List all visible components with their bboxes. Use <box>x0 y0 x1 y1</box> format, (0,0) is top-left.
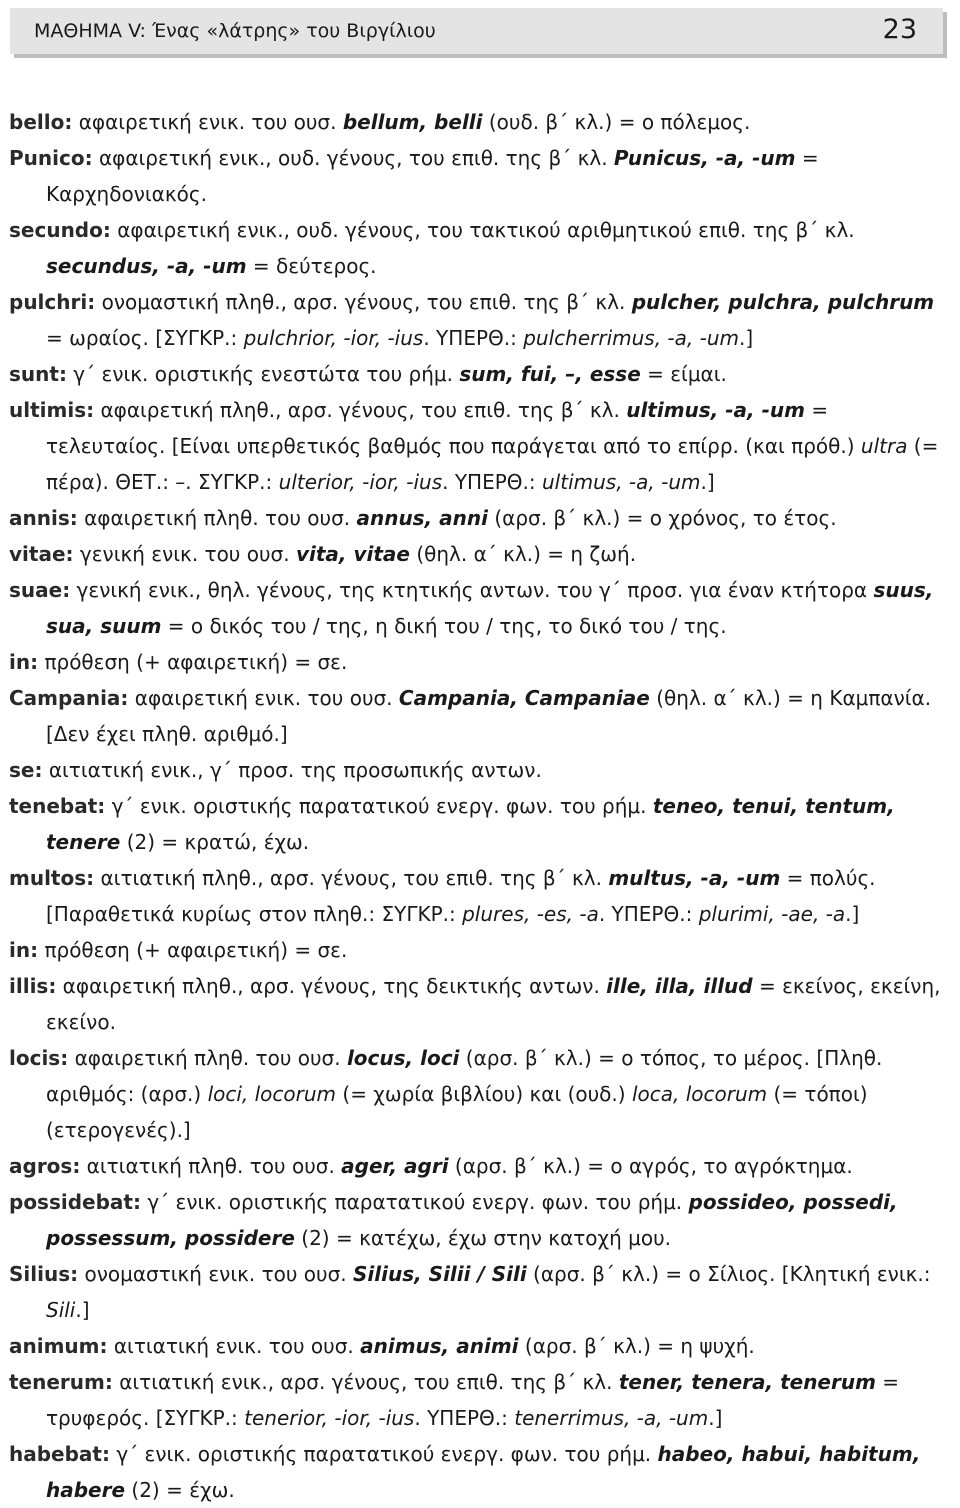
lemma-term: se: <box>9 758 43 782</box>
lemma-term: locis: <box>9 1046 69 1070</box>
lemma-term: tenebat: <box>9 794 106 818</box>
definition-text: πρόθεση (+ αφαιρετική) = σε. <box>38 938 348 962</box>
definition-text: γενική ενικ., θηλ. γένους, της κτητικής αντων. του γ΄ προσ. για έναν κτήτορα <box>70 578 874 602</box>
lemma-term: in: <box>9 938 39 962</box>
latin-form: bellum, belli <box>342 110 483 134</box>
latin-variant: loci, locorum <box>207 1082 337 1106</box>
chapter-title: ΜΑΘΗΜΑ V: Ένας «λάτρης» του Βιργίλιου <box>34 20 436 42</box>
latin-variant: ultra <box>860 434 908 458</box>
glossary-entry <box>9 1364 947 1436</box>
latin-form: teneo, tenui, tentum, tenere <box>46 794 895 854</box>
glossary-entry <box>9 104 947 140</box>
latin-variant: ulterior, -ior, -ius <box>278 470 443 494</box>
definition-text: (θηλ. α΄ κλ.) = η ζωή. <box>409 542 637 566</box>
definition-text: .] <box>845 902 860 926</box>
definition-text: αφαιρετική ενικ. του ουσ. <box>128 686 399 710</box>
glossary-entry <box>9 1184 947 1256</box>
definition-text: (2) = κατέχω, έχω στην κατοχή μου. <box>294 1226 672 1250</box>
definition-text: . ΥΠΕΡΘ.: <box>598 902 699 926</box>
glossary-entry <box>9 968 947 1040</box>
definition-text: .] <box>708 1406 723 1430</box>
definition-text: αιτιατική πληθ. του ουσ. <box>80 1154 342 1178</box>
definition-text: γ΄ ενικ. οριστικής παρατατικού ενεργ. φων. του ρήμ. <box>110 1442 658 1466</box>
definition-text: (αρσ. β΄ κλ.) = ο Σίλιος. [Κλητική ενικ.: <box>526 1262 931 1286</box>
latin-form: ille, illa, illud <box>606 974 753 998</box>
lemma-term: animum: <box>9 1334 108 1358</box>
definition-text: . ΥΠΕΡΘ.: <box>442 470 542 494</box>
latin-form: multus, -a, -um <box>608 866 781 890</box>
glossary-entry <box>9 392 947 500</box>
page-number: 23 <box>882 14 917 45</box>
latin-variant: pulcherrimus, -a, -um <box>523 326 739 350</box>
lemma-term: possidebat: <box>9 1190 141 1214</box>
latin-form: locus, loci <box>346 1046 460 1070</box>
definition-text: (2) = έχω. <box>125 1478 235 1502</box>
definition-text: γ΄ ενικ. οριστικής παρατατικού ενεργ. φων. του ρήμ. <box>105 794 653 818</box>
glossary-entry <box>9 500 947 536</box>
latin-form: habeo, habui, habitum, habere <box>46 1442 921 1502</box>
definition-text: (= πέρα). ΘΕΤ.: –. ΣΥΓΚΡ.: <box>46 434 939 494</box>
latin-form: Punicus, -a, -um <box>613 146 796 170</box>
latin-variant: tenerior, -ior, -ius <box>244 1406 415 1430</box>
latin-form: annus, anni <box>356 506 488 530</box>
definition-text: (ουδ. β΄ κλ.) = ο πόλεμος. <box>482 110 751 134</box>
definition-text: = ωραίος. [ΣΥΓΚΡ.: <box>46 326 244 350</box>
definition-text: = πολύς. [Παραθετικά κυρίως στον πληθ.: ΣΥΓΚΡ.: <box>46 866 876 926</box>
latin-form: ager, agri <box>341 1154 449 1178</box>
latin-form: pulcher, pulchra, pulchrum <box>631 290 935 314</box>
latin-form: tener, tenera, tenerum <box>618 1370 876 1394</box>
glossary-entry <box>9 536 947 572</box>
definition-text: .] <box>700 470 715 494</box>
glossary-entry <box>9 356 947 392</box>
lemma-term: multos: <box>9 866 95 890</box>
glossary-entry <box>9 284 947 356</box>
definition-text: .] <box>75 1298 90 1322</box>
lemma-term: vitae: <box>9 542 74 566</box>
lemma-term: annis: <box>9 506 78 530</box>
glossary-entry <box>9 1436 947 1508</box>
definition-text: γ΄ ενικ. οριστικής ενεστώτα του ρήμ. <box>66 362 460 386</box>
lemma-term: illis: <box>9 974 57 998</box>
definition-text: . ΥΠΕΡΘ.: <box>414 1406 515 1430</box>
definition-text: αφαιρετική ενικ., ουδ. γένους, του επιθ. της β΄ κλ. <box>92 146 614 170</box>
definition-text: αιτιατική ενικ., αρσ. γένους, του επιθ. της β΄ κλ. <box>112 1370 619 1394</box>
definition-text: γ΄ ενικ. οριστικής παρατατικού ενεργ. φων. του ρήμ. <box>140 1190 689 1214</box>
latin-form: vita, vitae <box>295 542 410 566</box>
lemma-term: Silius: <box>9 1262 79 1286</box>
definition-text: = τελευταίος. [Είναι υπερθετικός βαθμός που παράγεται από το επίρρ. (και πρόθ.) <box>46 398 861 458</box>
latin-form: suus, sua, suum <box>46 578 934 638</box>
latin-form: Silius, Silii / Sili <box>353 1262 527 1286</box>
definition-text: αφαιρετική πληθ., αρσ. γένους, της δεικτικής αντων. <box>56 974 607 998</box>
latin-form: sum, fui, –, esse <box>459 362 641 386</box>
lemma-term: suae: <box>9 578 71 602</box>
definition-text: (= χωρία βιβλίου) και (ουδ.) <box>336 1082 632 1106</box>
latin-variant: pulchrior, -ior, -ius <box>243 326 424 350</box>
lemma-term: sunt: <box>9 362 67 386</box>
glossary-entry <box>9 644 947 680</box>
glossary-entry <box>9 1148 947 1184</box>
definition-text: αφαιρετική πληθ. του ουσ. <box>68 1046 347 1070</box>
lemma-term: agros: <box>9 1154 81 1178</box>
glossary-entry <box>9 572 947 644</box>
definition-text: (= τόποι) (ετερογενές).] <box>46 1082 868 1142</box>
definition-text: γενική ενικ. του ουσ. <box>73 542 296 566</box>
definition-text: (αρσ. β΄ κλ.) = ο αγρός, το αγρόκτημα. <box>448 1154 853 1178</box>
definition-text: αφαιρετική πληθ., αρσ. γένους, του επιθ. της β΄ κλ. <box>94 398 627 422</box>
definition-text: = είμαι. <box>640 362 727 386</box>
definition-text: .] <box>738 326 754 350</box>
definition-text: (2) = κρατώ, έχω. <box>120 830 310 854</box>
definition-text: (αρσ. β΄ κλ.) = η ψυχή. <box>518 1334 755 1358</box>
definition-text: = Καρχηδονιακός. <box>46 146 819 206</box>
glossary-entry <box>9 680 947 752</box>
definition-text: αφαιρετική ενικ. του ουσ. <box>72 110 343 134</box>
page-header <box>10 8 943 54</box>
lemma-term: in: <box>9 650 39 674</box>
definition-text: = δεύτερος. <box>246 254 377 278</box>
latin-variant: ultimus, -a, -um <box>542 470 701 494</box>
latin-form: ultimus, -a, -um <box>626 398 805 422</box>
definition-text: αιτιατική ενικ., γ΄ προσ. της προσωπικής αντων. <box>42 758 542 782</box>
latin-variant: plures, -es, -a <box>462 902 599 926</box>
definition-text: (θηλ. α΄ κλ.) = η Καμπανία. [Δεν έχει πληθ. αριθμό.] <box>46 686 932 746</box>
glossary-entry <box>9 140 947 212</box>
lemma-term: bello: <box>9 110 73 134</box>
definition-text: αφαιρετική πληθ. του ουσ. <box>77 506 357 530</box>
latin-variant: loca, locorum <box>631 1082 768 1106</box>
definition-text: = εκείνος, εκείνη, εκείνο. <box>46 974 941 1034</box>
lemma-term: pulchri: <box>9 290 96 314</box>
lemma-term: Punico: <box>9 146 93 170</box>
definition-text: αφαιρετική ενικ., ουδ. γένους, του τακτικού αριθμητικού επιθ. της β΄ κλ. <box>110 218 855 242</box>
latin-form: secundus, -a, -um <box>46 254 247 278</box>
lemma-term: ultimis: <box>9 398 95 422</box>
definition-text: αιτιατική ενικ. του ουσ. <box>107 1334 361 1358</box>
definition-text: = ο δικός του / της, η δική του / της, το δικό του / της. <box>161 614 727 638</box>
latin-variant: tenerrimus, -a, -um <box>514 1406 709 1430</box>
definition-text: (αρσ. β΄ κλ.) = ο χρόνος, το έτος. <box>487 506 837 530</box>
glossary-entry <box>9 1328 947 1364</box>
glossary-entry <box>9 212 947 284</box>
lemma-term: tenerum: <box>9 1370 113 1394</box>
definition-text: ονομαστική ενικ. του ουσ. <box>78 1262 353 1286</box>
glossary-entry <box>9 1040 947 1148</box>
glossary-entry <box>9 860 947 932</box>
latin-variant: plurimi, -ae, -a <box>698 902 846 926</box>
definition-text: πρόθεση (+ αφαιρετική) = σε. <box>38 650 348 674</box>
glossary-entry <box>9 788 947 860</box>
latin-form: possideo, possedi, possessum, possidere <box>46 1190 898 1250</box>
definition-text: = τρυφερός. [ΣΥΓΚΡ.: <box>46 1370 900 1430</box>
latin-variant: Sili <box>46 1298 76 1322</box>
definition-text: (αρσ. β΄ κλ.) = ο τόπος, το μέρος. [Πληθ. αριθμός: (αρσ.) <box>46 1046 883 1106</box>
latin-form: Campania, Campaniae <box>398 686 650 710</box>
definition-text: ονομαστική πληθ., αρσ. γένους, του επιθ. της β΄ κλ. <box>95 290 632 314</box>
glossary-entry <box>9 752 947 788</box>
glossary-entry <box>9 932 947 968</box>
glossary-list <box>9 104 947 1508</box>
glossary-entry <box>9 1256 947 1328</box>
lemma-term: secundo: <box>9 218 111 242</box>
latin-form: animus, animi <box>360 1334 519 1358</box>
definition-text: αιτιατική πληθ., αρσ. γένους, του επιθ. της β΄ κλ. <box>94 866 609 890</box>
lemma-term: habebat: <box>9 1442 110 1466</box>
definition-text: . ΥΠΕΡΘ.: <box>423 326 524 350</box>
lemma-term: Campania: <box>9 686 129 710</box>
